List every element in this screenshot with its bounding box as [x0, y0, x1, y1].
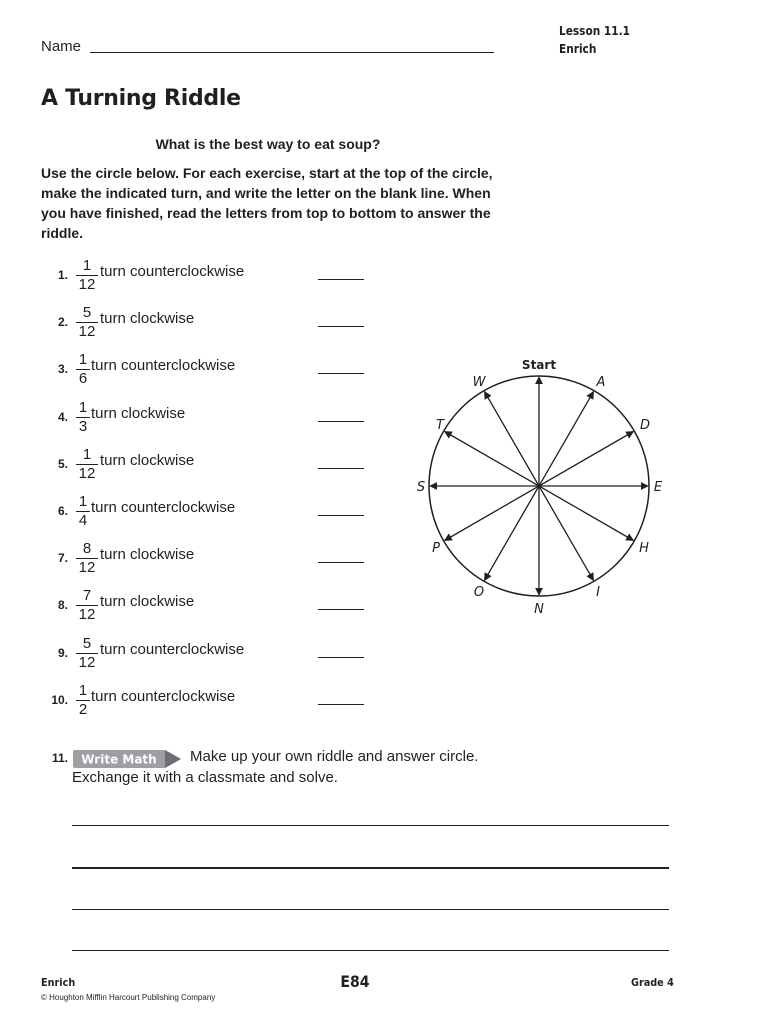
- fraction-numerator: 1: [76, 258, 98, 276]
- turn-direction: turn counterclockwise: [91, 687, 236, 705]
- exercise-number: 9.: [57, 645, 68, 660]
- turn-circle: [400, 350, 700, 630]
- fraction-denominator: 12: [78, 653, 96, 671]
- letter-t-label: T: [436, 418, 444, 433]
- letter-w-label: W: [472, 375, 486, 390]
- fraction-denominator: 12: [78, 276, 96, 293]
- letter-n-label: N: [534, 602, 544, 617]
- page-title: A Turning Riddle: [41, 86, 241, 111]
- turn-direction: turn clockwise: [100, 546, 195, 564]
- write-math-badge: [73, 750, 183, 768]
- turn-fraction: [76, 400, 90, 435]
- fraction-denominator: 2: [78, 700, 88, 718]
- letter-p-label: P: [432, 541, 440, 556]
- turn-fraction: [76, 352, 90, 387]
- fraction-denominator: 12: [78, 559, 96, 577]
- instructions: Use the circle below. For each exercise, start at the top of the circle, make the indicated turn, and write the letter on the blank line. When you have finished, read the letters from top to bottom to answer the riddle.: [41, 165, 493, 241]
- circle-spokes: [430, 377, 651, 595]
- answer-blank[interactable]: [318, 657, 364, 658]
- fraction-denominator: 3: [78, 417, 88, 435]
- footer-enrich: Enrich: [41, 976, 76, 989]
- turn-direction: turn clockwise: [100, 593, 195, 611]
- letter-o-label: O: [473, 585, 485, 600]
- turn-direction: turn counterclockwise: [91, 499, 236, 516]
- answer-blank[interactable]: [318, 704, 364, 705]
- exercise-11-text: Make up your own riddle and answer circle.: [190, 748, 479, 765]
- turn-fraction: [76, 588, 98, 623]
- turn-direction: turn counterclockwise: [91, 357, 236, 375]
- exercise-number: 3.: [57, 362, 68, 377]
- footer-grade: Grade 4: [631, 976, 674, 989]
- answer-blank[interactable]: [318, 515, 364, 516]
- write-math-label: Write Math: [81, 752, 157, 767]
- answer-blank[interactable]: [318, 609, 364, 610]
- fraction-numerator: 7: [76, 588, 98, 606]
- exercise-11-number: 11.: [51, 751, 68, 765]
- lesson-type: Enrich: [559, 42, 597, 56]
- answer-line[interactable]: [72, 825, 669, 826]
- lesson-number: Lesson 11.1: [559, 24, 630, 38]
- fraction-denominator: 12: [78, 606, 96, 624]
- turn-fraction: [76, 447, 98, 482]
- fraction-denominator: 12: [78, 323, 96, 341]
- name-field-line[interactable]: [90, 52, 494, 53]
- fraction-numerator: 5: [76, 636, 98, 654]
- fraction-numerator: 1: [76, 352, 90, 370]
- fraction-denominator: 12: [78, 464, 96, 482]
- turn-fraction: [76, 541, 98, 576]
- riddle-question: What is the best way to eat soup?: [155, 136, 381, 152]
- exercise-number: 7.: [57, 551, 68, 566]
- fraction-denominator: 4: [78, 512, 88, 529]
- answer-line[interactable]: [72, 867, 669, 869]
- turn-fraction: [76, 683, 90, 718]
- exercise-number: 5.: [57, 456, 68, 471]
- fraction-numerator: 5: [76, 305, 98, 323]
- copyright: © Houghton Mifflin Harcourt Publishing Company: [41, 993, 216, 1002]
- fraction-numerator: 1: [76, 494, 90, 512]
- exercise-number: 2.: [57, 315, 68, 330]
- exercise-number: 6.: [57, 504, 68, 518]
- fraction-numerator: 1: [76, 683, 90, 701]
- fraction-numerator: 1: [76, 447, 98, 465]
- answer-blank[interactable]: [318, 421, 364, 422]
- exercise-number: 8.: [57, 598, 68, 613]
- answer-blank[interactable]: [318, 326, 364, 327]
- answer-line[interactable]: [72, 909, 669, 910]
- turn-direction: turn counterclockwise: [100, 263, 245, 280]
- turn-fraction: [76, 636, 98, 671]
- page-number: E84: [340, 972, 370, 991]
- letter-h-label: H: [639, 541, 649, 556]
- answer-blank[interactable]: [318, 373, 364, 374]
- lesson-header: [559, 22, 630, 58]
- exercise-number: 1.: [57, 268, 68, 282]
- letter-d-label: D: [639, 418, 651, 433]
- answer-blank[interactable]: [318, 279, 364, 280]
- answer-line[interactable]: [72, 950, 669, 951]
- letter-i-label: I: [596, 585, 600, 600]
- name-label: Name: [41, 38, 82, 55]
- answer-blank[interactable]: [318, 562, 364, 563]
- letter-a-label: A: [596, 375, 606, 390]
- exercise-11-text-continued: Exchange it with a classmate and solve.: [72, 769, 338, 786]
- answer-blank[interactable]: [318, 468, 364, 469]
- turn-fraction: [76, 258, 98, 293]
- turn-fraction: [76, 305, 98, 340]
- letter-e-label: E: [653, 480, 663, 495]
- fraction-numerator: 1: [76, 400, 90, 418]
- turn-direction: turn clockwise: [91, 404, 186, 422]
- fraction-denominator: 6: [78, 370, 88, 388]
- letter-s-label: S: [416, 480, 426, 495]
- turn-direction: turn counterclockwise: [100, 640, 245, 658]
- turn-fraction: [76, 494, 90, 529]
- turn-direction: turn clockwise: [100, 310, 195, 328]
- exercise-number: 4.: [57, 409, 68, 424]
- fraction-numerator: 8: [76, 541, 98, 559]
- turn-direction: turn clockwise: [100, 451, 195, 469]
- start-label: Start: [521, 358, 557, 372]
- exercise-number: 10.: [51, 692, 68, 707]
